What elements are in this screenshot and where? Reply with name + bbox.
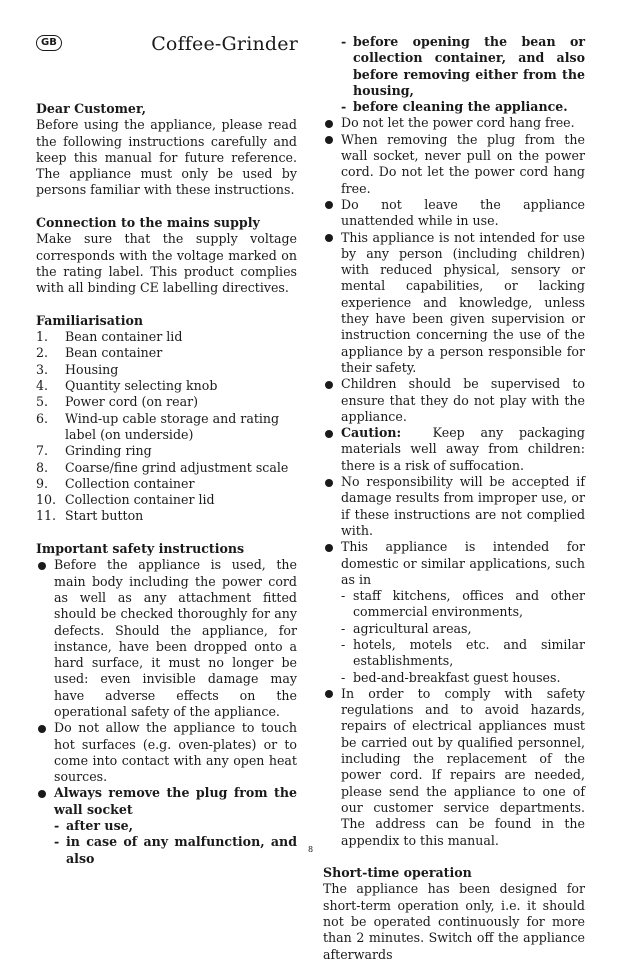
list-item: 10. Collection container lid <box>36 492 215 508</box>
list-item: No responsibility will be accepted if damage results from improper use, or if these instructions are not complied with. <box>323 474 585 539</box>
list-item: 9. Collection container <box>36 475 195 491</box>
safety-list-right <box>323 115 585 848</box>
shorttime-heading: Short-time operation <box>323 865 472 881</box>
list-item: - staff kitchens, offices and other commercial environments, <box>341 588 585 620</box>
list-item: 7. Grinding ring <box>36 443 152 459</box>
caution-label: Caution: <box>341 425 402 441</box>
bullet-icon <box>38 725 46 733</box>
bullet-icon <box>325 381 333 389</box>
bullet-icon <box>325 120 333 128</box>
list-item: Do not allow the appliance to touch hot surfaces (e.g. oven-plates) or to come into contact with any open heat sources. <box>36 720 297 785</box>
bullet-icon <box>325 544 333 552</box>
list-item: - in case of any malfunction, and also <box>54 834 297 866</box>
list-item: - agricultural areas, <box>341 620 472 636</box>
safety-list-left <box>36 557 297 867</box>
bullet-icon <box>325 234 333 242</box>
list-item: When removing the plug from the wall socket, never pull on the power cord. Do not let the power cord hang free. <box>323 132 585 197</box>
applications-list <box>341 588 585 686</box>
unplug-cases-list-continued <box>323 34 585 115</box>
list-item: Do not let the power cord hang free. <box>323 115 585 131</box>
intro-text: Before using the appliance, please read the following instructions carefully and keep this manual for future reference. The appliance must only be used by persons familiar with these instructions. <box>36 117 297 198</box>
list-item: 5. Power cord (on rear) <box>36 394 199 410</box>
list-item: 4. Quantity selecting knob <box>36 378 218 394</box>
list-item: - hotels, motels etc. and similar establishments, <box>341 636 585 669</box>
language-badge: GB <box>36 35 62 51</box>
unplug-cases-list <box>54 818 297 867</box>
intro-heading: Dear Customer, <box>36 101 147 116</box>
list-item: Always remove the plug from the wall socket - after use, - in case of any malfunction, and also <box>36 785 297 866</box>
list-item: Do not leave the appliance unattended while in use. <box>323 197 585 230</box>
list-item: Children should be supervised to ensure that they do not play with the appliance. <box>323 376 585 425</box>
right-column <box>323 0 585 963</box>
list-item: This appliance is not intended for use by any person (including children) with reduced physical, sensory or mental capabilities, or lacking experience and knowledge, unless they have been given supervision or instruction concerning the use of the appliance by a person responsible for their safety. <box>323 230 585 377</box>
bullet-icon <box>325 479 333 487</box>
mains-text: Make sure that the supply voltage corresponds with the voltage marked on the rating label. This product complies with all binding CE labelling directives. <box>36 231 297 296</box>
list-item: - before opening the bean or collection container, and also before removing either from the housing, <box>341 34 585 98</box>
bullet-icon <box>38 790 46 798</box>
safety-heading: Important safety instructions <box>36 541 245 557</box>
list-item: 1. Bean container lid <box>36 329 183 345</box>
page-number: 8 <box>307 845 314 854</box>
page-title: Coffee-Grinder <box>151 33 298 55</box>
familiarisation-heading: Familiarisation <box>36 312 144 328</box>
list-item: 3. Housing <box>36 361 119 377</box>
list-item: 6. Wind-up cable storage and rating label (on underside) <box>36 410 280 442</box>
list-item: - bed-and-breakfast guest houses. <box>341 669 561 685</box>
list-item: 8. Coarse/fine grind adjustment scale <box>36 459 289 475</box>
list-item: This appliance is intended for domestic or similar applications, such as in - staff kitchens, offices and other commercial environments, - agricultural areas, - hotels, motels etc. and similar establishments, - bed-and-breakfast guest houses. <box>323 539 585 686</box>
list-item: 11. Start button <box>36 508 144 524</box>
list-item: - after use, <box>54 818 134 834</box>
list-item: Caution: Keep any packaging materials well away from children: there is a risk of suffocation. <box>323 425 585 474</box>
list-item: In order to comply with safety regulations and to avoid hazards, repairs of electrical appliances must be carried out by qualified personnel, including the replacement of the power cord. If repairs are needed, please send the appliance to one of our customer service departments. The address can be found in the appendix to this manual. <box>323 686 585 849</box>
bullet-icon <box>38 562 46 570</box>
parts-list <box>36 329 297 525</box>
list-item: 2. Bean container <box>36 345 163 361</box>
bullet-icon <box>325 430 333 438</box>
left-column <box>36 0 297 867</box>
shorttime-text: The appliance has been designed for short-term operation only, i.e. it should not be operated continuously for more than 2 minutes. Switch off the appliance afterwards <box>323 881 585 962</box>
bullet-icon <box>325 136 333 144</box>
list-item: - before cleaning the appliance. <box>341 99 568 115</box>
mains-heading: Connection to the mains supply <box>36 215 260 231</box>
list-item: Before the appliance is used, the main body including the power cord as well as any attachment fitted should be checked thoroughly for any defects. Should the appliance, for instance, have been dropped onto a hard surface, it must no longer be used: even invisible damage may have adverse effects on the operational safety of the appliance. <box>36 557 297 720</box>
bullet-icon <box>325 690 333 698</box>
bullet-icon <box>325 201 333 209</box>
